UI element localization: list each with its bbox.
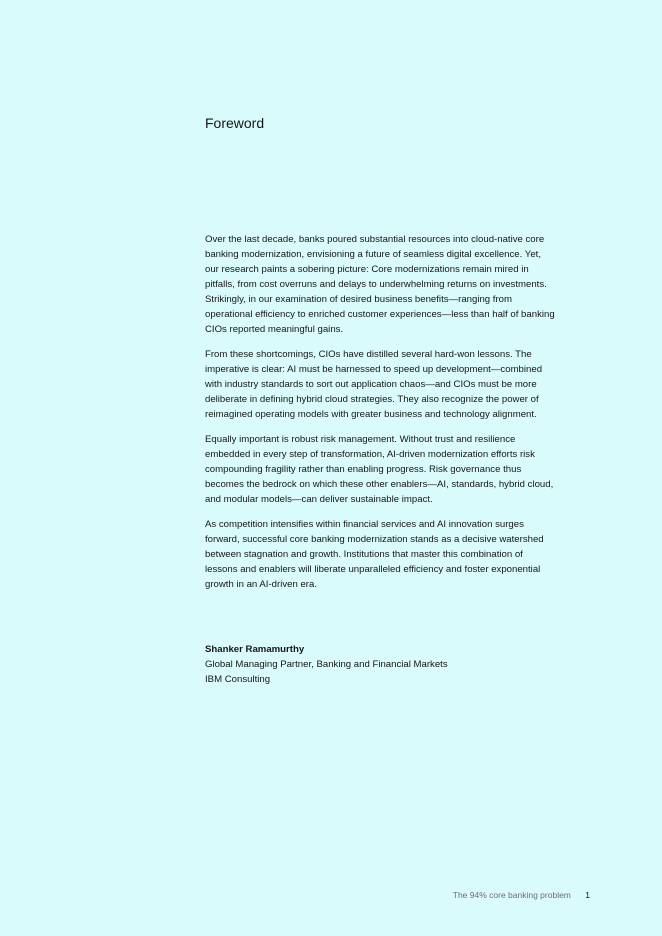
- paragraph-3: Equally important is robust risk management. Without trust and resilience embedded in every step of transformation, AI-driven modernization efforts risk compounding fragility rather than enabling progress. Risk governance thus becomes the bedrock on which these other enablers—AI, standards, hybrid cloud, and modular models—can deliver sustainable impact.: [205, 434, 554, 505]
- signature-role: Global Managing Partner, Banking and Financial Markets: [205, 659, 448, 670]
- page-title: Foreword: [205, 115, 265, 131]
- page-number: 1: [585, 890, 590, 900]
- footer-document-title: The 94% core banking problem: [452, 890, 571, 900]
- signature-name: Shanker Ramamurthy: [205, 644, 305, 655]
- page-footer: [453, 889, 590, 901]
- paragraph-4: As competition intensifies within financial services and AI innovation surges forward, successful core banking modernization stands as a decisive watershed between stagnation and growth. Institutions that master this combination of lessons and enablers will liberate unparalleled efficiency and foster exponential growth in an AI-driven era.: [205, 519, 544, 590]
- signature-block: [205, 642, 555, 687]
- paragraph-2: From these shortcomings, CIOs have distilled several hard-won lessons. The imperative is clear: AI must be harnessed to speed up development—combined with industry standards to sort out application chaos—and CIOs must be more deliberate in defining hybrid cloud strategies. They also recognize the power of reimagined operating models with greater business and technology alignment.: [205, 349, 543, 420]
- signature-organization: IBM Consulting: [205, 674, 271, 685]
- paragraph-1: Over the last decade, banks poured substantial resources into cloud-native core banking modernization, envisioning a future of seamless digital excellence. Yet, our research paints a sobering picture: Core modernizations remain mired in pitfalls, from cost overruns and delays to underwhelming returns on investments. Strikingly, in our examination of desired business benefits—ranging from operational efficiency to enriched customer experiences—less than half of banking CIOs reported meaningful gains.: [205, 234, 555, 335]
- foreword-body: [205, 232, 555, 602]
